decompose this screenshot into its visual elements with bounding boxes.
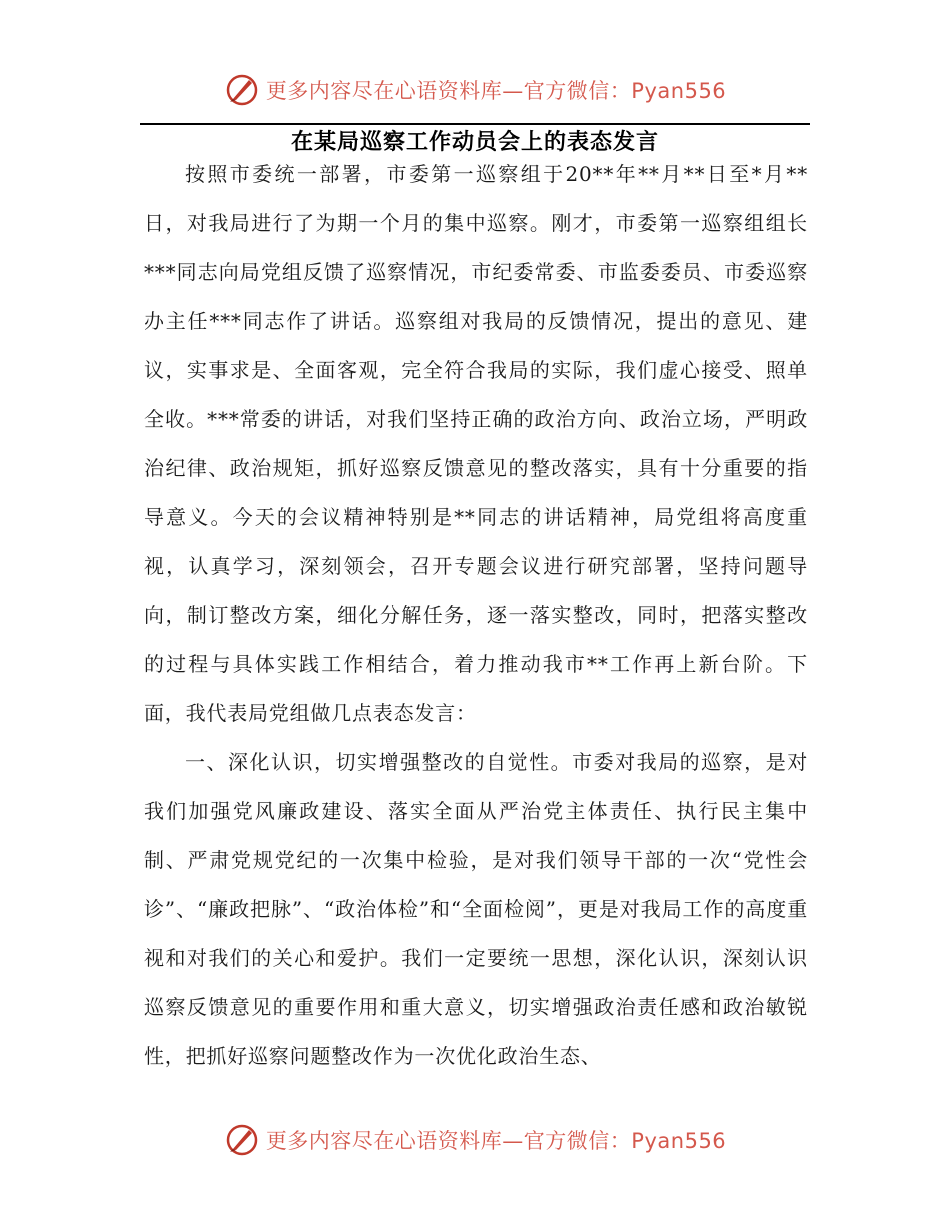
paragraph-2: 一、深化认识，切实增强整改的自觉性。市委对我局的巡察，是对我们加强党风廉政建设、落实全面从严治党主体责任、执行民主集中制、严肃党规党纪的一次集中检验，是对我们领导干部的一次“党性会诊”、“廉政把脉”、“政治体检”和“全面检阅”，更是对我局工作的高度重视和对我们的关心和爱护。我们一定要统一思想，深化认识，深刻认识巡察反馈意见的重要作用和重大意义，切实增强政治责任感和政治敏锐性，把抓好巡察问题整改作为一次优化政治生态、 <box>144 750 808 1068</box>
header-divider <box>140 123 810 125</box>
quill-logo-icon <box>224 72 260 108</box>
footer-banner-text: 更多内容尽在心语资料库—官方微信：Pyan556 <box>265 1129 727 1153</box>
paragraph-1: 按照市委统一部署，市委第一巡察组于20**年**月**日至*月**日，对我局进行了为期一个月的集中巡察。刚才，市委第一巡察组组长***同志向局党组反馈了巡察情况，市纪委常委、市监委委员、市委巡察办主任***同志作了讲话。巡察组对我局的反馈情况，提出的意见、建议，实事求是、全面客观，完全符合我局的实际，我们虚心接受、照单全收。***常委的讲话，对我们坚持正确的政治方向、政治立场，严明政治纪律、政治规矩，抓好巡察反馈意见的整改落实，具有十分重要的指导意义。今天的会议精神特别是**同志的讲话精神，局党组将高度重视，认真学习，深刻领会，召开专题会议进行研究部署，坚持问题导向，制订整改方案，细化分解任务，逐一落实整改，同时，把落实整改的过程与具体实践工作相结合，着力推动我市**工作再上新台阶。下面，我代表局党组做几点表态发言： <box>144 162 808 725</box>
quill-logo-icon <box>224 1122 260 1158</box>
document-title: 在某局巡察工作动员会上的表态发言 <box>290 130 659 155</box>
header-banner-text: 更多内容尽在心语资料库—官方微信：Pyan556 <box>265 79 727 103</box>
header-banner <box>0 68 950 112</box>
document-body <box>144 150 808 1081</box>
footer-banner <box>0 1118 950 1162</box>
